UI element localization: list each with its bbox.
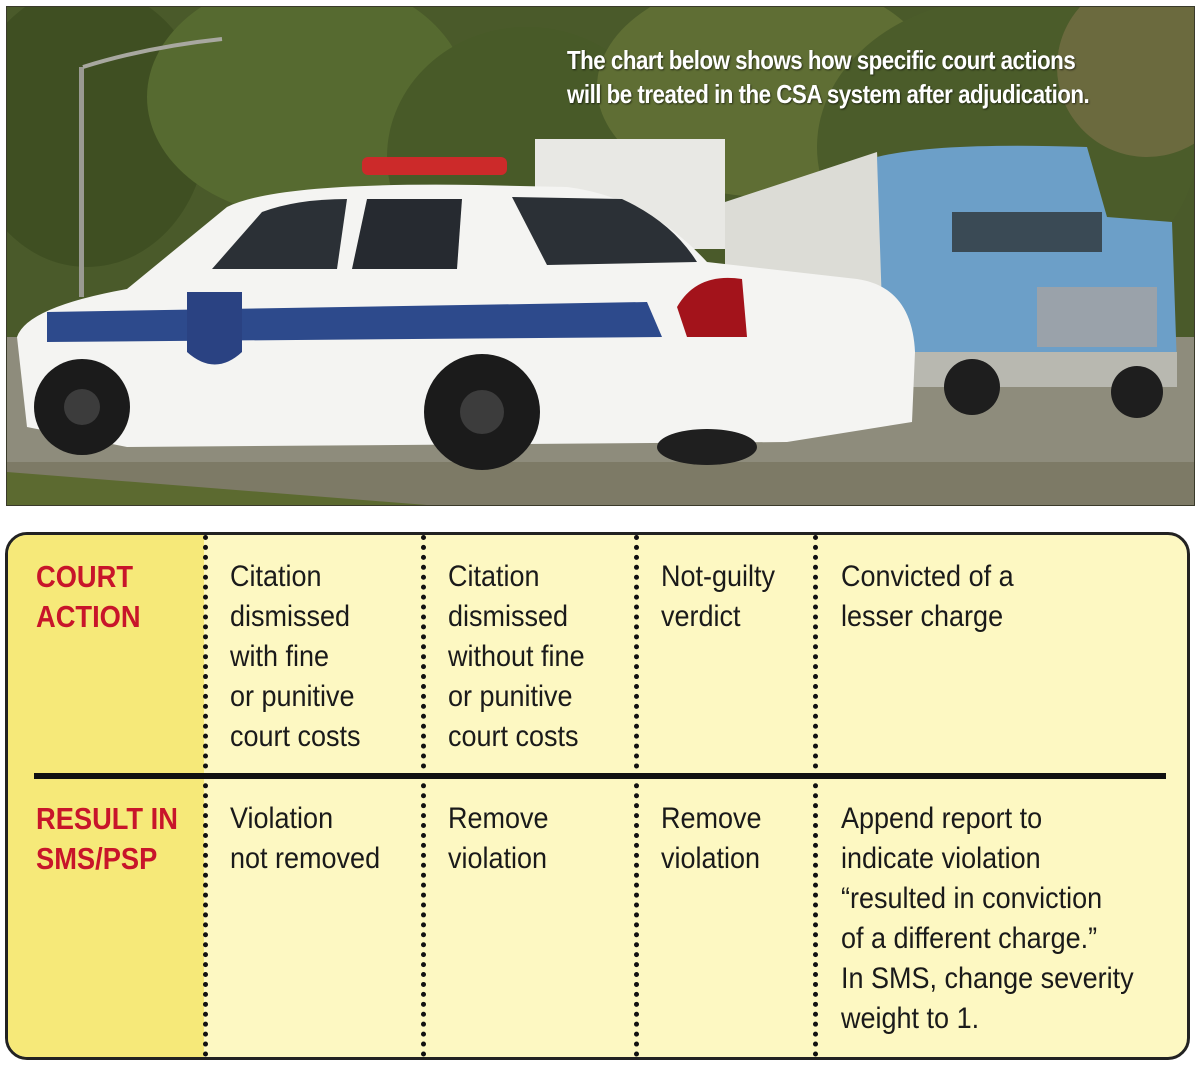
court-action-cell: Citation dismissed without fine or punitive court costs bbox=[448, 560, 585, 753]
column-divider bbox=[421, 535, 426, 1057]
court-action-cell: Citation dismissed with fine or punitive court costs bbox=[230, 560, 361, 753]
column-divider bbox=[634, 535, 639, 1057]
court-action-cell: Not-guilty verdict bbox=[661, 560, 776, 633]
result-cell: Remove violation bbox=[448, 802, 549, 875]
photo-caption: The chart below shows how specific court actions will be treated in the CSA system after adjudication. bbox=[567, 45, 1090, 109]
result-cell: Violation not removed bbox=[230, 802, 381, 875]
court-action-cell: Convicted of a lesser charge bbox=[841, 560, 1014, 633]
result-cell: Append report to indicate violation “resulted in conviction of a different charge.” In SMS, change severity weight to 1. bbox=[841, 802, 1134, 1035]
column-divider bbox=[203, 535, 208, 1057]
police-car-and-truck-photo bbox=[6, 6, 1195, 506]
court-action-label: COURT ACTION bbox=[36, 559, 141, 634]
court-action-table bbox=[5, 532, 1190, 1060]
row-divider bbox=[34, 773, 1166, 779]
column-divider bbox=[813, 535, 818, 1057]
result-label: RESULT IN SMS/PSP bbox=[36, 801, 178, 876]
result-cell: Remove violation bbox=[661, 802, 762, 875]
